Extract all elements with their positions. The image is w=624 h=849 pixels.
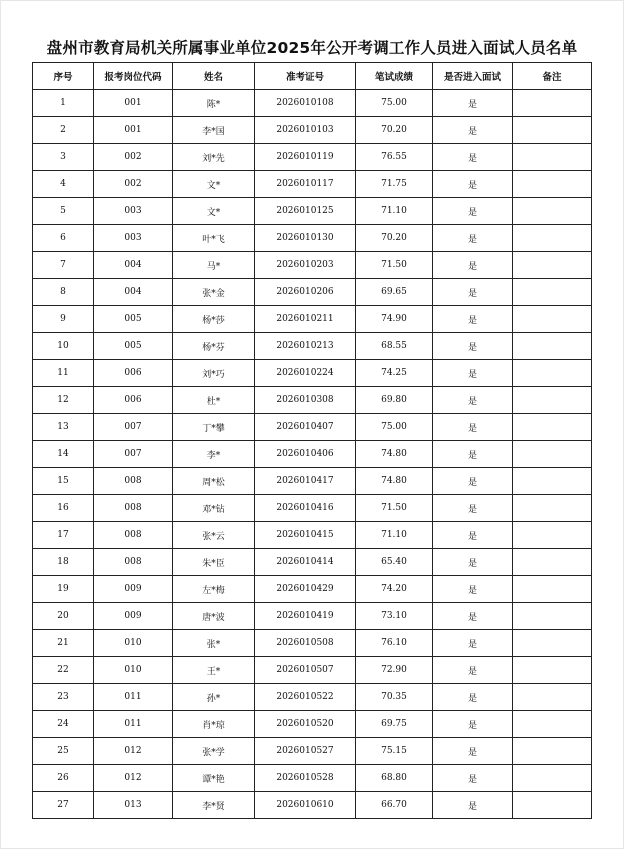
cell-written-score: 76.10 xyxy=(356,630,433,657)
cell-name: 孙* xyxy=(173,684,255,711)
cell-index: 18 xyxy=(33,549,94,576)
cell-interview-status: 是 xyxy=(433,333,513,360)
cell-index: 16 xyxy=(33,495,94,522)
cell-interview-status: 是 xyxy=(433,792,513,819)
table-row xyxy=(33,738,592,765)
cell-remarks xyxy=(513,765,592,792)
cell-written-score: 68.80 xyxy=(356,765,433,792)
cell-remarks xyxy=(513,171,592,198)
cell-index: 26 xyxy=(33,765,94,792)
cell-index: 12 xyxy=(33,387,94,414)
cell-remarks xyxy=(513,144,592,171)
cell-remarks xyxy=(513,441,592,468)
cell-admission-number: 2026010419 xyxy=(255,603,356,630)
cell-position-code: 009 xyxy=(94,576,173,603)
cell-written-score: 71.50 xyxy=(356,252,433,279)
cell-remarks xyxy=(513,630,592,657)
cell-interview-status: 是 xyxy=(433,171,513,198)
table-row xyxy=(33,792,592,819)
cell-index: 6 xyxy=(33,225,94,252)
cell-written-score: 75.00 xyxy=(356,414,433,441)
cell-admission-number: 2026010416 xyxy=(255,495,356,522)
cell-remarks xyxy=(513,117,592,144)
cell-interview-status: 是 xyxy=(433,711,513,738)
cell-written-score: 72.90 xyxy=(356,657,433,684)
table-row xyxy=(33,711,592,738)
cell-interview-status: 是 xyxy=(433,414,513,441)
cell-name: 马* xyxy=(173,252,255,279)
table-header-row xyxy=(33,63,592,90)
cell-position-code: 010 xyxy=(94,657,173,684)
cell-index: 10 xyxy=(33,333,94,360)
cell-interview-status: 是 xyxy=(433,117,513,144)
cell-position-code: 009 xyxy=(94,603,173,630)
cell-position-code: 008 xyxy=(94,468,173,495)
header-position-code: 报考岗位代码 xyxy=(94,63,173,90)
cell-written-score: 69.65 xyxy=(356,279,433,306)
table-row xyxy=(33,306,592,333)
cell-interview-status: 是 xyxy=(433,603,513,630)
table-row xyxy=(33,495,592,522)
cell-admission-number: 2026010203 xyxy=(255,252,356,279)
header-name: 姓名 xyxy=(173,63,255,90)
cell-interview-status: 是 xyxy=(433,684,513,711)
cell-index: 21 xyxy=(33,630,94,657)
cell-name: 谭*艳 xyxy=(173,765,255,792)
cell-name: 李*贤 xyxy=(173,792,255,819)
cell-interview-status: 是 xyxy=(433,387,513,414)
cell-index: 24 xyxy=(33,711,94,738)
table-row xyxy=(33,90,592,117)
cell-written-score: 71.50 xyxy=(356,495,433,522)
cell-interview-status: 是 xyxy=(433,360,513,387)
cell-index: 3 xyxy=(33,144,94,171)
cell-remarks xyxy=(513,252,592,279)
cell-name: 肖*琼 xyxy=(173,711,255,738)
cell-name: 杨*芬 xyxy=(173,333,255,360)
cell-position-code: 008 xyxy=(94,522,173,549)
cell-remarks xyxy=(513,360,592,387)
cell-index: 9 xyxy=(33,306,94,333)
table-row xyxy=(33,414,592,441)
cell-remarks xyxy=(513,549,592,576)
cell-index: 20 xyxy=(33,603,94,630)
cell-remarks xyxy=(513,414,592,441)
cell-name: 周*松 xyxy=(173,468,255,495)
table-row xyxy=(33,603,592,630)
cell-written-score: 70.20 xyxy=(356,117,433,144)
cell-remarks xyxy=(513,333,592,360)
cell-admission-number: 2026010520 xyxy=(255,711,356,738)
cell-remarks xyxy=(513,306,592,333)
cell-remarks xyxy=(513,198,592,225)
cell-index: 13 xyxy=(33,414,94,441)
cell-remarks xyxy=(513,711,592,738)
cell-written-score: 74.25 xyxy=(356,360,433,387)
interview-candidate-table xyxy=(32,62,592,819)
cell-position-code: 003 xyxy=(94,225,173,252)
cell-admission-number: 2026010508 xyxy=(255,630,356,657)
cell-admission-number: 2026010415 xyxy=(255,522,356,549)
table-row xyxy=(33,171,592,198)
cell-admission-number: 2026010527 xyxy=(255,738,356,765)
cell-written-score: 71.75 xyxy=(356,171,433,198)
cell-interview-status: 是 xyxy=(433,765,513,792)
cell-written-score: 73.10 xyxy=(356,603,433,630)
document-title: 盘州市教育局机关所属事业单位2025年公开考调工作人员进入面试人员名单 xyxy=(46,39,578,57)
table-row xyxy=(33,549,592,576)
cell-written-score: 75.15 xyxy=(356,738,433,765)
table-row xyxy=(33,198,592,225)
cell-admission-number: 2026010414 xyxy=(255,549,356,576)
cell-index: 4 xyxy=(33,171,94,198)
cell-position-code: 002 xyxy=(94,144,173,171)
cell-position-code: 011 xyxy=(94,711,173,738)
cell-interview-status: 是 xyxy=(433,738,513,765)
cell-index: 7 xyxy=(33,252,94,279)
cell-remarks xyxy=(513,279,592,306)
cell-name: 文* xyxy=(173,198,255,225)
cell-index: 1 xyxy=(33,90,94,117)
cell-written-score: 76.55 xyxy=(356,144,433,171)
cell-written-score: 75.00 xyxy=(356,90,433,117)
cell-written-score: 66.70 xyxy=(356,792,433,819)
cell-position-code: 012 xyxy=(94,738,173,765)
table-row xyxy=(33,576,592,603)
cell-index: 11 xyxy=(33,360,94,387)
cell-index: 25 xyxy=(33,738,94,765)
cell-remarks xyxy=(513,522,592,549)
cell-interview-status: 是 xyxy=(433,252,513,279)
cell-position-code: 011 xyxy=(94,684,173,711)
header-written-score: 笔试成绩 xyxy=(356,63,433,90)
cell-index: 5 xyxy=(33,198,94,225)
table-row xyxy=(33,657,592,684)
cell-admission-number: 2026010211 xyxy=(255,306,356,333)
cell-position-code: 013 xyxy=(94,792,173,819)
cell-remarks xyxy=(513,792,592,819)
cell-index: 23 xyxy=(33,684,94,711)
cell-admission-number: 2026010130 xyxy=(255,225,356,252)
table-row xyxy=(33,765,592,792)
cell-interview-status: 是 xyxy=(433,549,513,576)
cell-index: 19 xyxy=(33,576,94,603)
cell-name: 李* xyxy=(173,441,255,468)
cell-position-code: 006 xyxy=(94,360,173,387)
cell-position-code: 007 xyxy=(94,414,173,441)
cell-position-code: 008 xyxy=(94,549,173,576)
cell-interview-status: 是 xyxy=(433,225,513,252)
table-row xyxy=(33,522,592,549)
cell-remarks xyxy=(513,225,592,252)
cell-name: 张* xyxy=(173,630,255,657)
cell-position-code: 005 xyxy=(94,306,173,333)
cell-admission-number: 2026010507 xyxy=(255,657,356,684)
cell-index: 27 xyxy=(33,792,94,819)
cell-interview-status: 是 xyxy=(433,576,513,603)
table-row xyxy=(33,630,592,657)
cell-written-score: 74.90 xyxy=(356,306,433,333)
cell-written-score: 71.10 xyxy=(356,522,433,549)
cell-written-score: 65.40 xyxy=(356,549,433,576)
table-row xyxy=(33,144,592,171)
cell-admission-number: 2026010406 xyxy=(255,441,356,468)
cell-position-code: 006 xyxy=(94,387,173,414)
cell-name: 刘*巧 xyxy=(173,360,255,387)
table-row xyxy=(33,333,592,360)
table-row xyxy=(33,252,592,279)
cell-index: 22 xyxy=(33,657,94,684)
cell-position-code: 008 xyxy=(94,495,173,522)
cell-admission-number: 2026010125 xyxy=(255,198,356,225)
header-admission-number: 准考证号 xyxy=(255,63,356,90)
cell-index: 8 xyxy=(33,279,94,306)
cell-admission-number: 2026010528 xyxy=(255,765,356,792)
cell-written-score: 74.80 xyxy=(356,468,433,495)
cell-written-score: 74.20 xyxy=(356,576,433,603)
cell-admission-number: 2026010407 xyxy=(255,414,356,441)
table-row xyxy=(33,387,592,414)
cell-position-code: 007 xyxy=(94,441,173,468)
cell-name: 张*学 xyxy=(173,738,255,765)
cell-interview-status: 是 xyxy=(433,630,513,657)
cell-interview-status: 是 xyxy=(433,657,513,684)
cell-position-code: 001 xyxy=(94,117,173,144)
table-row xyxy=(33,468,592,495)
cell-admission-number: 2026010103 xyxy=(255,117,356,144)
cell-name: 王* xyxy=(173,657,255,684)
cell-interview-status: 是 xyxy=(433,495,513,522)
cell-position-code: 005 xyxy=(94,333,173,360)
cell-remarks xyxy=(513,738,592,765)
cell-remarks xyxy=(513,576,592,603)
cell-written-score: 70.20 xyxy=(356,225,433,252)
cell-admission-number: 2026010610 xyxy=(255,792,356,819)
cell-admission-number: 2026010308 xyxy=(255,387,356,414)
cell-remarks xyxy=(513,603,592,630)
cell-written-score: 69.80 xyxy=(356,387,433,414)
cell-position-code: 004 xyxy=(94,252,173,279)
cell-remarks xyxy=(513,90,592,117)
table-row xyxy=(33,279,592,306)
cell-interview-status: 是 xyxy=(433,522,513,549)
cell-name: 朱*臣 xyxy=(173,549,255,576)
cell-index: 15 xyxy=(33,468,94,495)
cell-admission-number: 2026010213 xyxy=(255,333,356,360)
cell-written-score: 74.80 xyxy=(356,441,433,468)
cell-name: 杜* xyxy=(173,387,255,414)
cell-name: 丁*攀 xyxy=(173,414,255,441)
cell-remarks xyxy=(513,495,592,522)
cell-position-code: 010 xyxy=(94,630,173,657)
cell-name: 叶*飞 xyxy=(173,225,255,252)
cell-position-code: 012 xyxy=(94,765,173,792)
header-index: 序号 xyxy=(33,63,94,90)
cell-admission-number: 2026010429 xyxy=(255,576,356,603)
cell-written-score: 68.55 xyxy=(356,333,433,360)
cell-name: 刘*先 xyxy=(173,144,255,171)
cell-written-score: 69.75 xyxy=(356,711,433,738)
cell-position-code: 004 xyxy=(94,279,173,306)
cell-position-code: 001 xyxy=(94,90,173,117)
cell-name: 李*国 xyxy=(173,117,255,144)
cell-name: 文* xyxy=(173,171,255,198)
table-row xyxy=(33,441,592,468)
cell-interview-status: 是 xyxy=(433,306,513,333)
cell-remarks xyxy=(513,684,592,711)
cell-admission-number: 2026010224 xyxy=(255,360,356,387)
cell-admission-number: 2026010108 xyxy=(255,90,356,117)
table-row xyxy=(33,225,592,252)
cell-name: 邓*钻 xyxy=(173,495,255,522)
cell-name: 唐*波 xyxy=(173,603,255,630)
cell-interview-status: 是 xyxy=(433,441,513,468)
header-remarks: 备注 xyxy=(513,63,592,90)
cell-remarks xyxy=(513,468,592,495)
cell-written-score: 70.35 xyxy=(356,684,433,711)
cell-position-code: 003 xyxy=(94,198,173,225)
cell-remarks xyxy=(513,387,592,414)
cell-interview-status: 是 xyxy=(433,198,513,225)
cell-name: 张*云 xyxy=(173,522,255,549)
cell-admission-number: 2026010119 xyxy=(255,144,356,171)
table-row xyxy=(33,684,592,711)
cell-name: 张*金 xyxy=(173,279,255,306)
cell-position-code: 002 xyxy=(94,171,173,198)
header-interview-status: 是否进入面试 xyxy=(433,63,513,90)
table-row xyxy=(33,117,592,144)
cell-index: 17 xyxy=(33,522,94,549)
cell-index: 14 xyxy=(33,441,94,468)
cell-remarks xyxy=(513,657,592,684)
table-body xyxy=(33,90,592,819)
cell-interview-status: 是 xyxy=(433,90,513,117)
cell-admission-number: 2026010117 xyxy=(255,171,356,198)
table-row xyxy=(33,360,592,387)
cell-index: 2 xyxy=(33,117,94,144)
cell-interview-status: 是 xyxy=(433,468,513,495)
cell-name: 陈* xyxy=(173,90,255,117)
cell-admission-number: 2026010417 xyxy=(255,468,356,495)
cell-name: 杨*莎 xyxy=(173,306,255,333)
cell-admission-number: 2026010206 xyxy=(255,279,356,306)
cell-admission-number: 2026010522 xyxy=(255,684,356,711)
cell-interview-status: 是 xyxy=(433,279,513,306)
cell-name: 左*梅 xyxy=(173,576,255,603)
cell-written-score: 71.10 xyxy=(356,198,433,225)
cell-interview-status: 是 xyxy=(433,144,513,171)
